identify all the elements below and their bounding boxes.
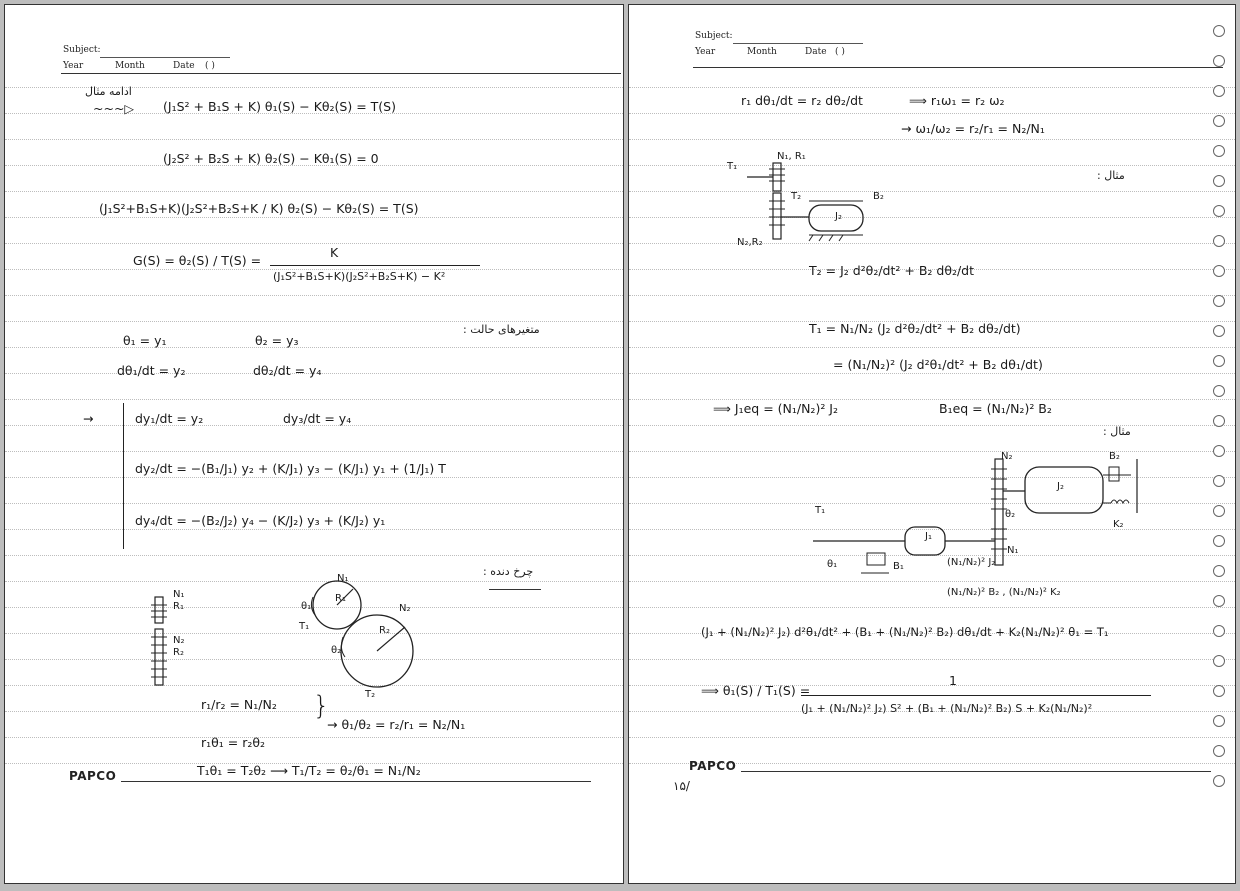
equation-3: (J₁S²+B₁S+K)(J₂S²+B₂S+K / K) θ₂(S) − Kθ₂(S) = T(S) — [99, 201, 419, 216]
binder-hole — [1213, 535, 1225, 547]
date-paren-right: ( ) — [835, 47, 845, 57]
equivalent-damping: B₁eq = (N₁/N₂)² B₂ — [939, 401, 1052, 416]
binder-hole — [1213, 145, 1225, 157]
binder-hole — [1213, 175, 1225, 187]
d1-n1r1: N₁, R₁ — [777, 151, 806, 162]
binder-hole — [1213, 775, 1225, 787]
implies-arrow: → — [83, 411, 94, 426]
equation-2: (J₂S² + B₂S + K) θ₂(S) − Kθ₁(S) = 0 — [163, 151, 379, 166]
ratio-brace: } — [313, 691, 330, 721]
equivalent-inertia: ⟹ J₁eq = (N₁/N₂)² J₂ — [713, 401, 839, 416]
state-def-1: θ₁ = y₁ — [123, 333, 167, 348]
ratio-equation-1: r₁/r₂ = N₁/N₂ — [201, 697, 277, 712]
state-variables-label: متغیرهای حالت : — [463, 323, 540, 336]
binder-hole — [1213, 385, 1225, 397]
d2-reflected-inertia: (N₁/N₂)² J₂ — [947, 557, 996, 568]
date-paren: ( ) — [205, 61, 215, 71]
state-equation-2: dy₃/dt = y₄ — [283, 411, 352, 426]
equation-1: (J₁S² + B₁S + K) θ₁(S) − Kθ₂(S) = T(S) — [163, 99, 396, 114]
velocity-equation-1: r₁ dθ₁/dt = r₂ dθ₂/dt — [741, 93, 863, 108]
gear-section-label: چرخ دنده : — [483, 565, 534, 578]
notebook-page-right — [628, 4, 1236, 884]
binder-hole — [1213, 655, 1225, 667]
d1-t2: T₂ — [791, 191, 802, 202]
state-equation-1: dy₁/dt = y₂ — [135, 411, 204, 426]
d2-b2: B₂ — [1109, 451, 1120, 462]
d2-t1: T₁ — [815, 505, 826, 516]
binder-hole — [1213, 745, 1225, 757]
brand-logo: PAPCO — [69, 769, 117, 783]
binder-hole — [1213, 505, 1225, 517]
arrow-symbol: ~~~▷ — [93, 101, 135, 116]
binder-hole — [1213, 55, 1225, 67]
gear-theta1-label: θ₁ — [301, 601, 312, 612]
subject-label: Subject: — [63, 45, 101, 55]
gear-t1-label: T₁ — [299, 621, 310, 632]
state-def-3: dθ₁/dt = y₂ — [117, 363, 186, 378]
year-label-right: Year — [695, 47, 716, 57]
transfer-function-lhs: G(S) = θ₂(S) / T(S) = — [133, 253, 262, 268]
d1-j2: J₂ — [835, 211, 842, 222]
torque-equation-2: T₂ = J₂ d²θ₂/dt² + B₂ dθ₂/dt — [809, 263, 975, 278]
gear-strip-n1: N₁ — [173, 589, 185, 600]
d2-n2: N₂ — [1001, 451, 1013, 462]
torque-equation-reflected: = (N₁/N₂)² (J₂ d²θ₁/dt² + B₂ dθ₁/dt) — [833, 357, 1043, 372]
d2-k2: K₂ — [1113, 519, 1124, 530]
two-inertia-gear-train-diagram — [809, 449, 1149, 589]
system-brace — [123, 403, 124, 549]
gear-theta2-label: θ₂ — [331, 645, 342, 656]
final-tf-denominator: (J₁ + (N₁/N₂)² J₂) S² + (B₁ + (N₁/N₂)² B₂) S + K₂(N₁/N₂)² — [801, 702, 1093, 715]
d2-theta1: θ₁ — [827, 559, 838, 570]
state-equation-4: dy₄/dt = −(B₂/J₂) y₄ − (K/J₂) y₃ + (K/J₂) y₁ — [135, 513, 386, 528]
subject-label-right: Subject: — [695, 31, 733, 41]
d1-t1: T₁ — [727, 161, 738, 172]
gear-n1-label: N₁ — [337, 573, 349, 584]
binder-hole — [1213, 685, 1225, 697]
month-label: Month — [115, 61, 145, 71]
example-2-label: مثال : — [1103, 425, 1131, 438]
gear-r2-label: R₂ — [379, 625, 390, 636]
gear-strip-r1: R₁ — [173, 601, 184, 612]
binder-hole — [1213, 565, 1225, 577]
binder-hole — [1213, 205, 1225, 217]
d2-j2: J₂ — [1057, 481, 1064, 492]
final-tf-numerator: 1 — [949, 673, 957, 688]
velocity-equation-2: → ω₁/ω₂ = r₂/r₁ = N₂/N₁ — [901, 121, 1045, 136]
gear-n2-label: N₂ — [399, 603, 411, 614]
example-1-label: مثال : — [1097, 169, 1125, 182]
binder-hole — [1213, 355, 1225, 367]
ratio-equation-2: r₁θ₁ = r₂θ₂ — [201, 735, 266, 750]
binder-hole — [1213, 415, 1225, 427]
combined-equation-of-motion: (J₁ + (N₁/N₂)² J₂) d²θ₁/dt² + (B₁ + (N₁/N₂)² B₂) dθ₁/dt + K₂(N₁/N₂)² θ₁ = T₁ — [701, 625, 1109, 639]
binder-hole — [1213, 445, 1225, 457]
brand-logo-right: PAPCO — [689, 759, 737, 773]
notebook-page-left — [4, 4, 624, 884]
ratio-equation-4: T₁θ₁ = T₂θ₂ ⟶ T₁/T₂ = θ₂/θ₁ = N₁/N₂ — [197, 763, 421, 778]
torque-equation-1: T₁ = N₁/N₂ (J₂ d²θ₂/dt² + B₂ dθ₂/dt) — [809, 321, 1021, 336]
d2-b1: B₁ — [893, 561, 904, 572]
binder-hole — [1213, 715, 1225, 727]
meshing-gears-diagram — [295, 575, 435, 695]
binder-hole — [1213, 475, 1225, 487]
binder-hole — [1213, 25, 1225, 37]
binder-hole — [1213, 85, 1225, 97]
d2-n1: N₁ — [1007, 545, 1019, 556]
binder-hole — [1213, 265, 1225, 277]
date-label-right: Date — [805, 47, 827, 57]
page-number: ۱۵/ — [673, 779, 690, 793]
binder-hole — [1213, 235, 1225, 247]
state-equation-3: dy₂/dt = −(B₁/J₁) y₂ + (K/J₁) y₃ − (K/J₁) y₁ + (1/J₁) T — [135, 461, 446, 476]
gear-strip-r2: R₂ — [173, 647, 184, 658]
gear-t2-label: T₂ — [365, 689, 376, 700]
binder-hole — [1213, 625, 1225, 637]
single-gear-load-diagram — [739, 155, 879, 250]
d2-j1: J₁ — [925, 531, 932, 542]
binder-hole — [1213, 115, 1225, 127]
state-def-4: dθ₂/dt = y₄ — [253, 363, 322, 378]
d2-theta2: θ₂ — [1005, 509, 1016, 520]
final-tf-lhs: ⟹ θ₁(S) / T₁(S) = — [701, 683, 811, 698]
transfer-function-numerator: K — [330, 245, 339, 260]
d2-reflected-damping-stiffness: (N₁/N₂)² B₂ , (N₁/N₂)² K₂ — [947, 587, 1061, 598]
gear-strip-n2: N₂ — [173, 635, 185, 646]
note-continue-example: ادامه مثال — [85, 85, 132, 98]
d1-b2: B₂ — [873, 191, 884, 202]
date-label: Date — [173, 61, 195, 71]
transfer-function-denominator: (J₁S²+B₁S+K)(J₂S²+B₂S+K) − K² — [273, 270, 446, 283]
state-def-2: θ₂ = y₃ — [255, 333, 299, 348]
binder-hole — [1213, 595, 1225, 607]
d1-n2r2: N₂,R₂ — [737, 237, 763, 248]
month-label-right: Month — [747, 47, 777, 57]
gear-r1-label: R₁ — [335, 593, 346, 604]
velocity-equation-1b: ⟹ r₁ω₁ = r₂ ω₂ — [909, 93, 1005, 108]
ratio-equation-3: → θ₁/θ₂ = r₂/r₁ = N₂/N₁ — [327, 717, 466, 732]
binder-hole — [1213, 325, 1225, 337]
binder-hole — [1213, 295, 1225, 307]
year-label: Year — [63, 61, 84, 71]
